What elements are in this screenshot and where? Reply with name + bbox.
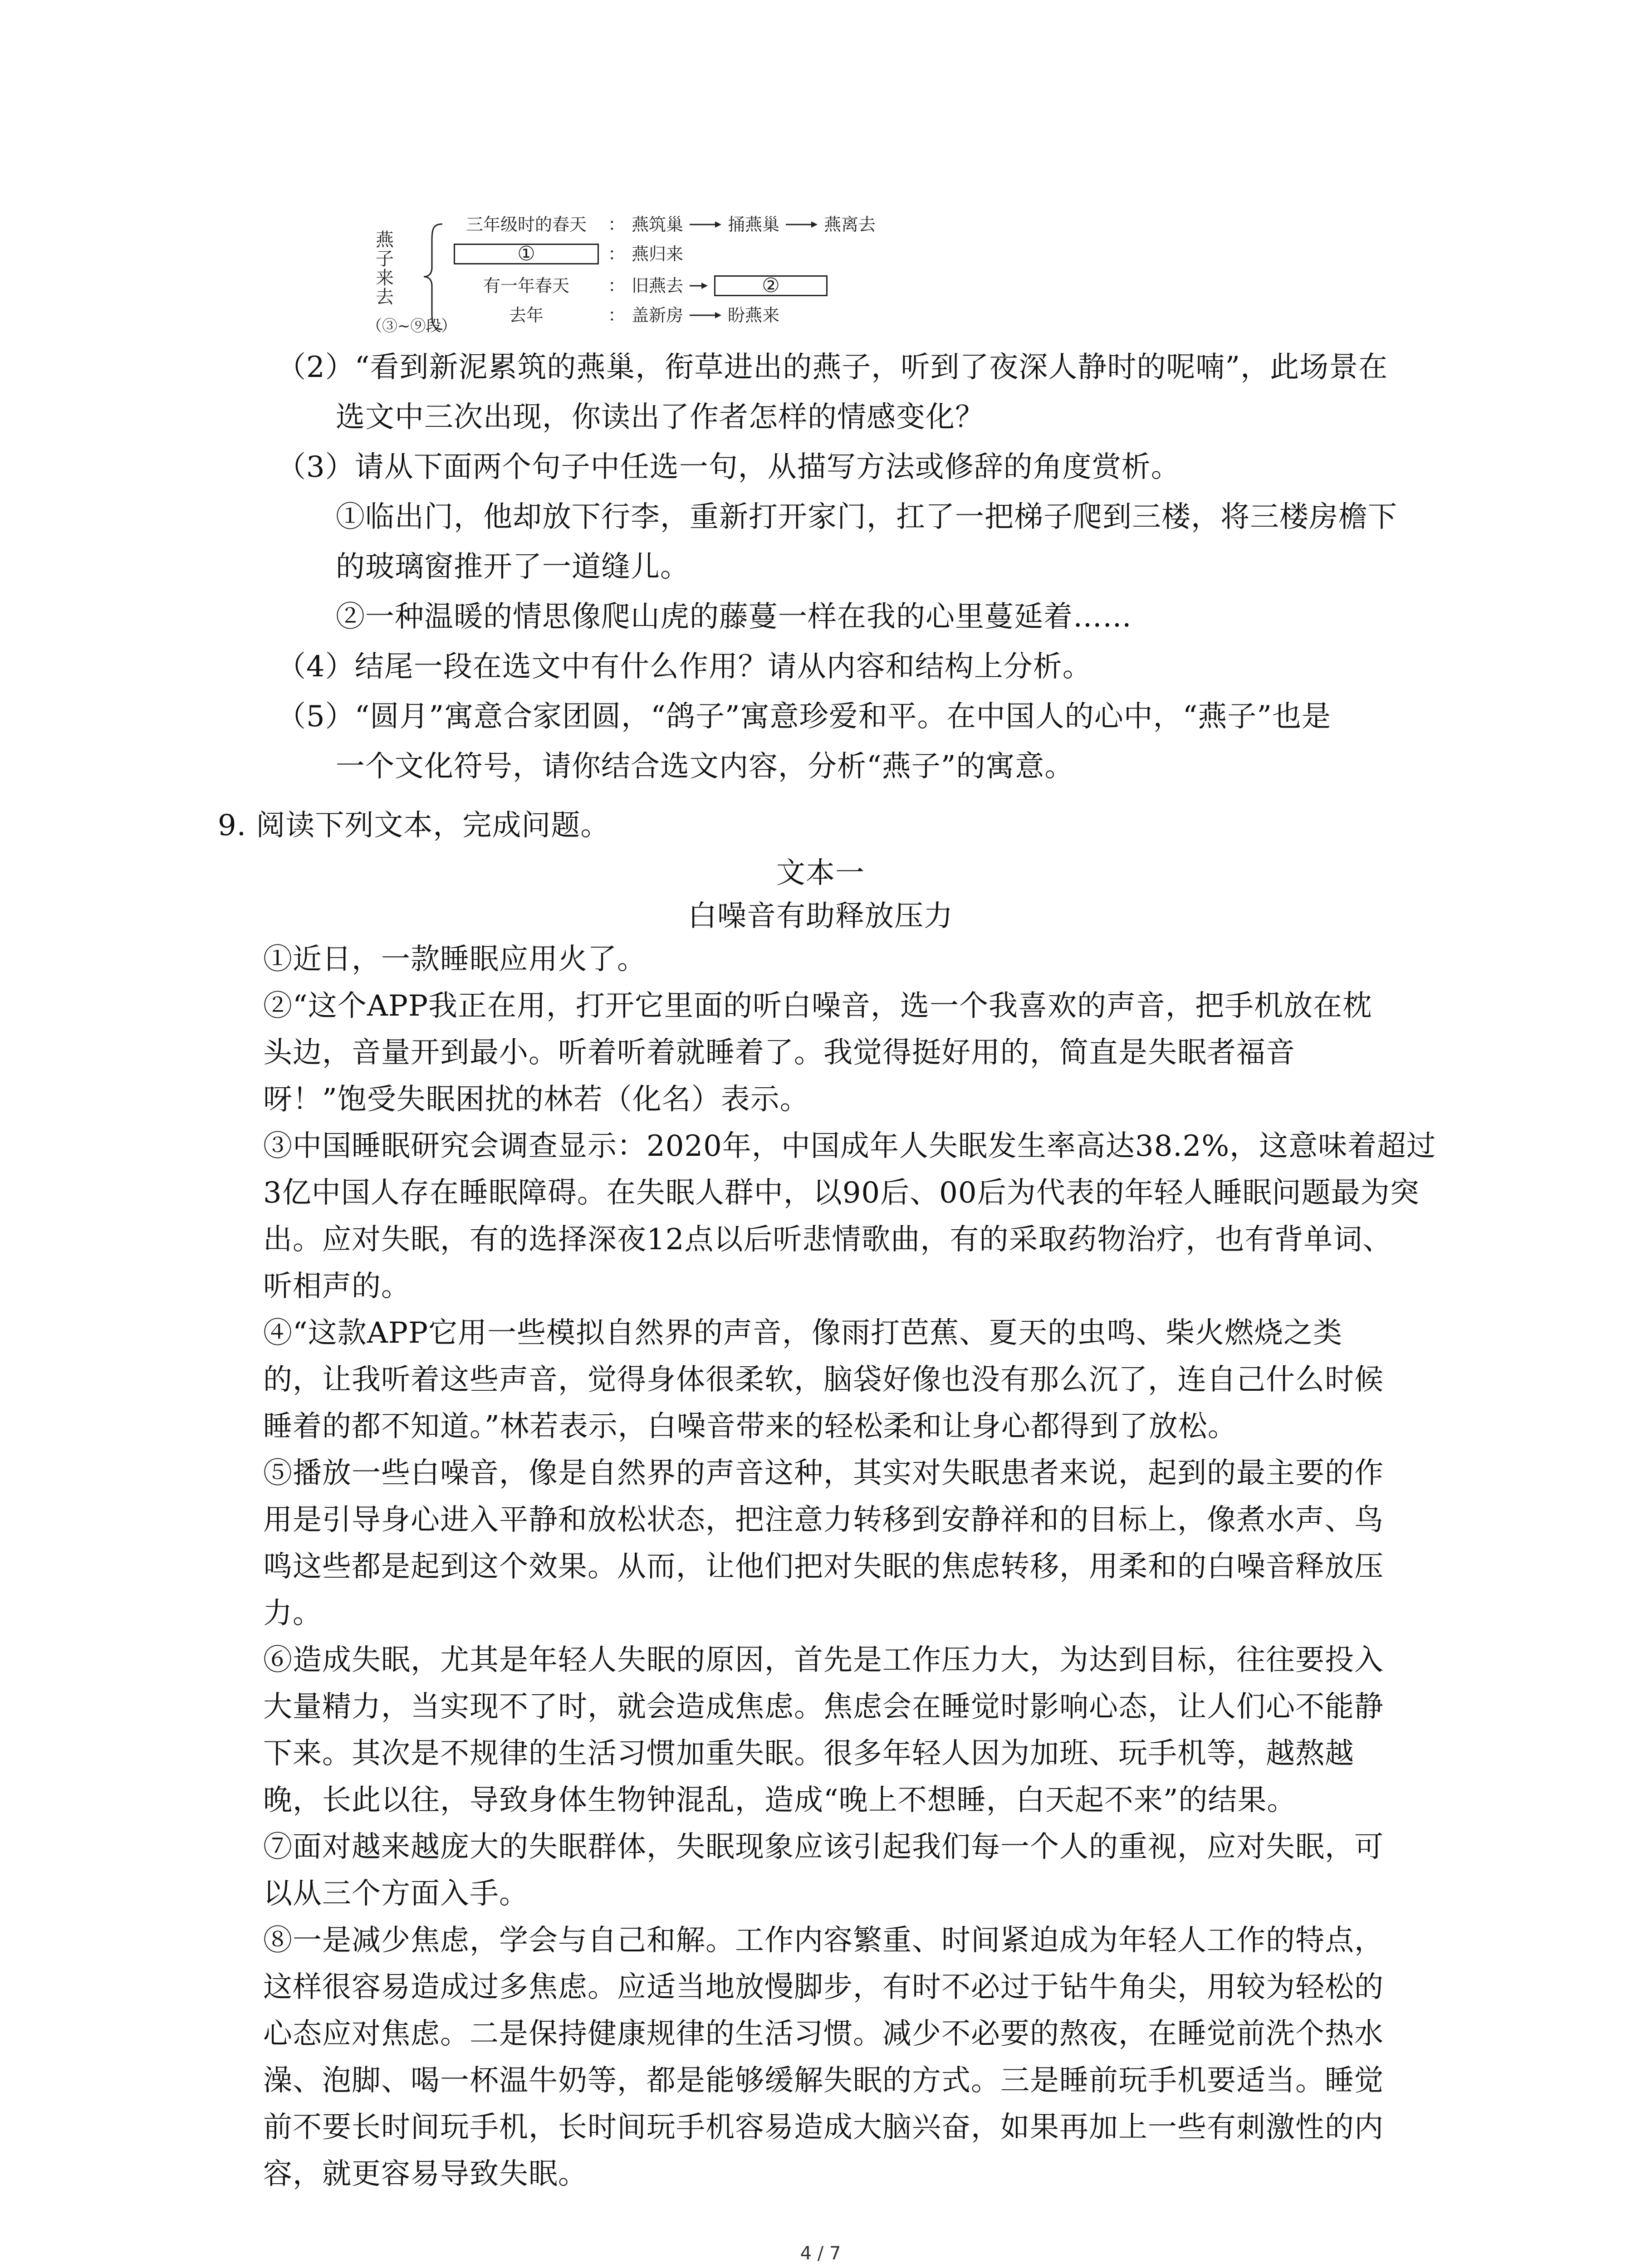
diagram-vlabel-char: 燕: [376, 230, 394, 250]
diagram-colon: ：: [608, 305, 626, 325]
paragraph-8-line: 澡、泡脚、喝一杯温牛奶等，都是能够缓解失眠的方式。三是睡前玩手机要适当。睡觉: [263, 2064, 1384, 2097]
blank-box-1: ①: [454, 244, 599, 264]
arrow-right-icon: [690, 281, 708, 290]
question-2-line-1: （2）“看到新泥累筑的燕巢，衔草进出的燕子，听到了夜深人静时的呢喃”，此场景在: [277, 351, 1388, 384]
arrow-right-icon: [690, 311, 721, 320]
diagram-row-left: 三年级时的春天: [465, 215, 587, 235]
diagram-item: 捅燕巢: [728, 215, 780, 235]
paragraph-7-line: 以从三个方面入手。: [263, 1877, 529, 1911]
paragraph-6-line: 晚，长此以往，导致身体生物钟混乱，造成“晚上不想睡，白天起不来”的结果。: [263, 1784, 1297, 1817]
diagram-item: 燕离去: [824, 215, 876, 235]
paragraph-3-line: 3亿中国人存在睡眠障碍。在失眠人群中，以90后、00后为代表的年轻人睡眠问题最为突: [263, 1176, 1420, 1210]
arrow-right-icon: [690, 220, 721, 229]
blank-box-2: ②: [714, 275, 828, 296]
paragraph-7-line: ⑦面对越来越庞大的失眠群体，失眠现象应该引起我们每一个人的重视，应对失眠，可: [263, 1830, 1384, 1864]
question-3-line-1: （3）请从下面两个句子中任选一句，从描写方法或修辞的角度赏析。: [277, 450, 1181, 484]
paragraph-4-line: 睡着的都不知道。”林若表示，白噪音带来的轻松柔和让身心都得到了放松。: [263, 1410, 1237, 1443]
diagram-row-left: [445, 244, 608, 264]
paragraph-1-line: ①近日，一款睡眠应用火了。: [263, 943, 647, 976]
page-number: 4 / 7: [800, 2243, 841, 2264]
paragraph-3-line: 出。应对失眠，有的选择深夜12点以后听悲情歌曲，有的采取药物治疗，也有背单词、: [263, 1223, 1392, 1256]
diagram-vlabel-char: 子: [376, 249, 394, 269]
article-title: 白噪音有助释放压力: [688, 899, 953, 933]
diagram-item: 旧燕去: [632, 276, 684, 296]
paragraph-6-line: 大量精力，当实现不了时，就会造成焦虑。焦虑会在睡觉时影响心态，让人们心不能静: [263, 1690, 1384, 1724]
paragraph-6-line: ⑥造成失眠，尤其是年轻人失眠的原因，首先是工作压力大，为达到目标，往往要投入: [263, 1643, 1384, 1677]
question-5-line-1: （5）“圆月”寓意合家团圆，“鸽子”寓意珍爱和平。在中国人的心中，“燕子”也是: [277, 700, 1332, 733]
question-5-line-2: 一个文化符号，请你结合选文内容，分析“燕子”的寓意。: [336, 750, 1074, 783]
diagram-item: 盼燕来: [728, 305, 780, 325]
diagram-row: [445, 213, 876, 236]
paragraph-8-line: 前不要长时间玩手机，长时间玩手机容易造成大脑兴奋，如果再加上一些有刺激性的内: [263, 2111, 1384, 2144]
arrow-right-icon: [786, 220, 818, 229]
paragraph-5-line: ⑤播放一些白噪音，像是自然界的声音这种，其实对失眠患者来说，起到的最主要的作: [263, 1457, 1384, 1490]
diagram-paragraph-range: （③~⑨段）: [367, 317, 457, 335]
diagram-vertical-label: [376, 230, 394, 307]
paragraph-4-line: 的，让我听着这些声音，觉得身体很柔软，脑袋好像也没有那么沉了，连自己什么时候: [263, 1363, 1384, 1397]
diagram-colon: ：: [608, 276, 626, 296]
paragraph-5-line: 鸣这些都是起到这个效果。从而，让他们把对失眠的焦虑转移，用柔和的白噪音释放压: [263, 1550, 1384, 1584]
diagram-vlabel-char: 去: [376, 287, 394, 308]
paragraph-8-line: 心态应对焦虑。二是保持健康规律的生活习惯。减少不必要的熬夜，在睡觉前洗个热水: [263, 2017, 1384, 2051]
paragraph-2-line: ②“这个APP我正在用，打开它里面的听白噪音，选一个我喜欢的声音，把手机放在枕: [263, 989, 1372, 1023]
diagram-row-left: 有一年春天: [483, 276, 569, 296]
diagram-row-left: 去年: [509, 305, 544, 325]
text-label: 文本一: [776, 856, 865, 890]
question-3-line-4: ②一种温暖的情思像爬山虎的藤蔓一样在我的心里蔓延着……: [336, 600, 1132, 634]
diagram-vlabel-char: 来: [376, 268, 394, 288]
paragraph-2-line: 头边，音量开到最小。听着听着就睡着了。我觉得挺好用的，简直是失眠者福音: [263, 1036, 1295, 1070]
paragraph-8-line: 这样很容易造成过多焦虑。应适当地放慢脚步，有时不必过于钻牛角尖，用较为轻松的: [263, 1970, 1384, 2004]
paragraph-3-line: ③中国睡眠研究会调查显示：2020年，中国成年人失眠发生率高达38.2%，这意味着超过: [263, 1129, 1436, 1163]
paragraph-3-line: 听相声的。: [263, 1270, 411, 1303]
diagram-colon: ：: [608, 244, 626, 264]
paragraph-2-line: 呀！”饱受失眠困扰的林若（化名）表示。: [263, 1083, 809, 1116]
diagram-colon: ：: [608, 215, 626, 235]
paragraph-6-line: 下来。其次是不规律的生活习惯加重失眠。很多年轻人因为加班、玩手机等，越熬越: [263, 1737, 1354, 1770]
diagram-row: [445, 304, 779, 327]
paragraph-5-line: 用是引导身心进入平静和放松状态，把注意力转移到安静祥和的目标上，像煮水声、鸟: [263, 1503, 1384, 1537]
paragraph-4-line: ④“这款APP它用一些模拟自然界的声音，像雨打芭蕉、夏天的虫鸣、柴火燃烧之类: [263, 1316, 1343, 1350]
question-4-line-1: （4）结尾一段在选文中有什么作用？请从内容和结构上分析。: [277, 650, 1092, 684]
diagram-item: 燕筑巢: [632, 215, 684, 235]
question-9-stem: 9. 阅读下列文本，完成问题。: [218, 809, 610, 842]
diagram-row: [445, 243, 683, 265]
paragraph-8-line: ⑧一是减少焦虑，学会与自己和解。工作内容繁重、时间紧迫成为年轻人工作的特点，: [263, 1924, 1384, 1957]
diagram-item: 盖新房: [632, 305, 684, 325]
paragraph-8-line: 容，就更容易导致失眠。: [263, 2157, 588, 2191]
question-3-line-3: 的玻璃窗推开了一道缝儿。: [336, 550, 690, 584]
brace-icon: [422, 222, 445, 331]
diagram-item: 燕归来: [632, 244, 684, 264]
paragraph-5-line: 力。: [263, 1597, 322, 1630]
question-2-line-2: 选文中三次出现，你读出了作者怎样的情感变化？: [336, 401, 985, 434]
diagram-row: [445, 274, 828, 297]
question-3-line-2: ①临出门，他却放下行李，重新打开家门，扛了一把梯子爬到三楼，将三楼房檐下: [336, 500, 1397, 534]
swallow-diagram: [367, 213, 916, 336]
